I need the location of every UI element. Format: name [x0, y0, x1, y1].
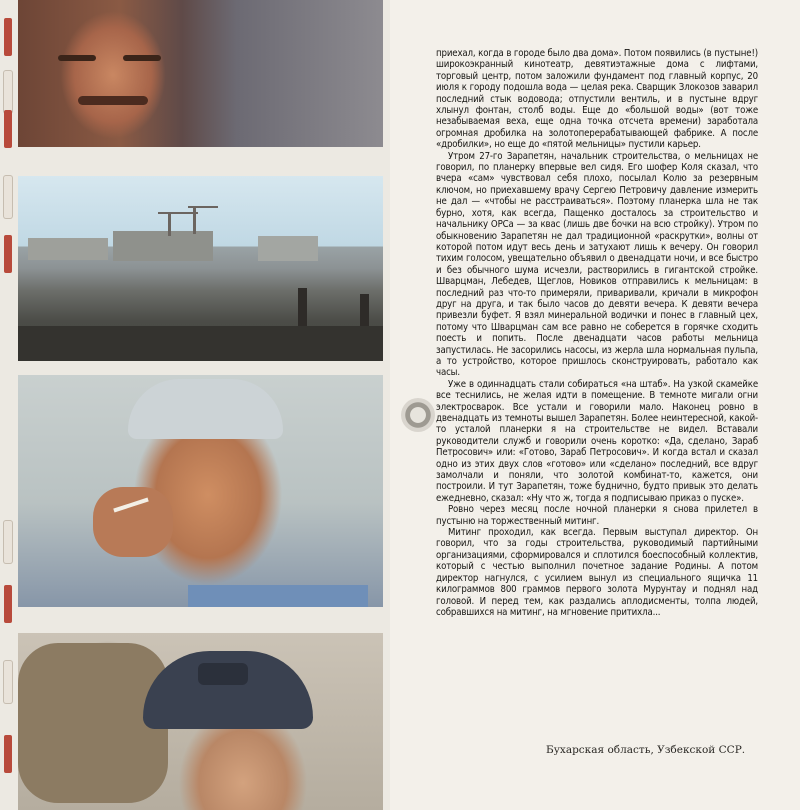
photo-column [0, 0, 390, 810]
article-paragraph: Митинг проходил, как всегда. Первым выступал директор. Он говорил, что за годы строительства, руководимый партийными организациями, сформировался и сплотился боеспособный коллектив, который с честью выполнил почетное задание Родины. А потом директор нагнулся, с усилием вынул из специального ящичка 11 килограммов 800 граммов первого золота Мурунтау и поднял над головой. И перед тем, как раздались аплодисменты, толпа людей, собравшихся на митинг, на мгновение притихла... [436, 527, 758, 618]
binder-grommet [401, 398, 435, 432]
article-text [436, 48, 758, 618]
article-paragraph: Ровно через месяц после ночной планерки я снова прилетел в пустыню на торжественный митинг. [436, 504, 758, 527]
photo-worker-face [18, 0, 383, 147]
article-paragraph: приехал, когда в городе было два дома». Потом появились (в пустыне!) широкоэкранный кинотеатр, девятиэтажные дома с лифтами, торговый центр, потом заложили фундамент под главный корпус, 20 июля к городу подошла вода — целая река. Сварщик Злокозов заварил последний стык водовода; отпустили вентиль, и в пустыне вдруг хлынул фонтан, столб воды. Еще до «большой воды» (вот тоже незабываемая веха, еще одна точка отсчета времени) заработала огромная дробилка на золотоперерабатывающей фабрике. А после «дробилки», но еще до «пятой мельницы» пустили карьер. [436, 48, 758, 151]
article-signature: Бухарская область, Узбекской ССР. [546, 744, 746, 756]
photo-worker-smoking [18, 375, 383, 607]
photo-construction-site [18, 176, 383, 361]
article-paragraph: Уже в одиннадцать стали собираться «на штаб». На узкой скамейке все теснились, не желая идти в помещение. В темноте мигали огни электросварок. Все устали и говорили мало. Наконец ровно в двенадцать из темноты вышел Зарапетян. Более неинтересной, какой-то усталой планерки я на строительстве не видел. Вставали руководители служб и говорили очень коротко: «Да, сделано, Зараб Петросович» или: «Готово, Зараб Петросович». И когда встал и сказал одно из этих двух слов «готово» или «сделано» последний, все вдруг замолчали и поняли, что золотой комбинат-то, кажется, они построили. И тут Зарапетян, тоже буднично, будто привык это делать ежедневно, сказал: «Ну что ж, тогда я подписываю приказ о пуске». [436, 378, 758, 504]
binder-holes [0, 0, 18, 810]
article-paragraph: Утром 27-го Зарапетян, начальник строительства, о мельницах не говорил, по планерку впервые вел сидя. Его шофер Коля сказал, что вчера «сам» чувствовал себя плохо, посылал Колю за резервным ключом, но приехавшему врачу Сергею Петровичу давление измерить не дал — «чтобы не расстраиваться». Поэтому планерка шла не так бурно, хотя, как всегда, Пащенко досталось за строительство и начальнику ОРСа — за квас (лишь две бочки на всю стройку). Утром по обыкновению Зарапетян не дал традиционной «раскрутки», волны от которой потом идут весь день и затухают лишь к вечеру. Он говорил тихим голосом, увещательно объявил о двенадцати ночи, и все быстро и без обычного шума исчезли, растворились в гигантской стройке. Шварцман, Лебедев, Щеглов, Новиков отправились к мельницам: в последний раз что-то примеряли, приваривали, кричали в микрофон друг на друга, и так было часов до девяти вечера. К девяти вечера привезли буфет. Я взял минеральной водички и понес в главный цех, потому что Шварцман сам все равно не соберется в горячке сходить поесть и попить. После двенадцати часов работы мельница запустилась. Не засорились насосы, из жерла шла нормальная пульпа, а то устройство, которое пришлось сконструировать, работало как часы. [436, 150, 758, 379]
photo-miner-helmet [18, 633, 383, 810]
